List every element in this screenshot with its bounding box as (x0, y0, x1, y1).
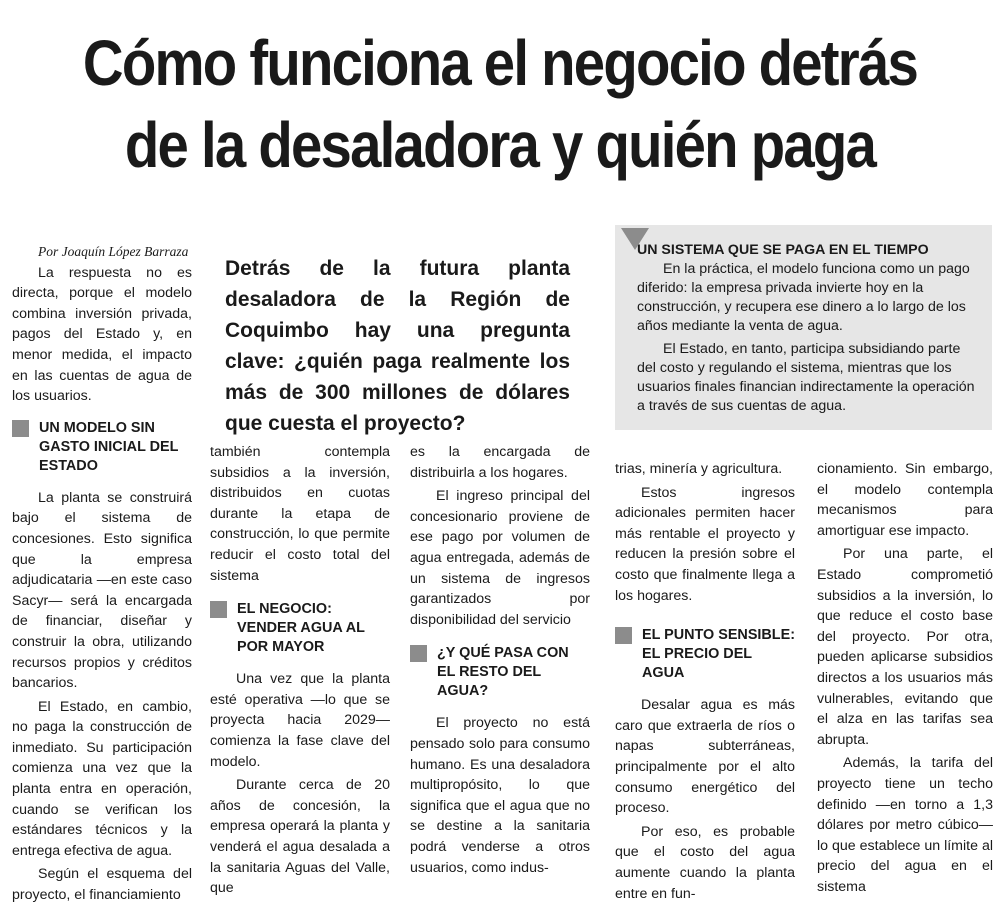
paragraph: Por eso, es probable que el costo del agua aumente cuando la planta entre en fun- (615, 823, 795, 902)
paragraph: El proyecto no está pensado solo para consumo humano. Es una desaladora multipropósito, lo que significa que el agua que no se destine a la sanitaria podrá venderse a otros usuarios, como indus- (410, 715, 590, 876)
paragraph: también contempla subsidios a la inversión, distribuidos en cuotas durante la etapa de construcción, lo que permite reducir el costo total del sistema (210, 444, 390, 584)
square-bullet-icon (210, 601, 227, 618)
paragraph: Desalar agua es más caro que extraerla de ríos o napas subterráneas, principalmente por el alto consumo energético del proceso. (615, 697, 795, 817)
column-5 (817, 459, 993, 897)
paragraph: Estos ingresos adicionales permiten hacer más rentable el proyecto y reducen la presión sobre el costo que finalmente llega a los hogares. (615, 484, 795, 604)
paragraph: es la encargada de distribuirla a los hogares. (410, 444, 590, 481)
paragraph: Además, la tarifa del proyecto tiene un techo definido —en torno a 1,3 dólares por metro cúbico— lo que establece un límite al precio del agua en el sistema (817, 755, 993, 895)
subheading-text: UN MODELO SIN GASTO INICIAL DEL ESTADO (39, 419, 179, 474)
subheading-punto-sensible (615, 626, 795, 683)
paragraph: La respuesta no es directa, porque el modelo combina inversión privada, pagos del Estado y, en menor medida, el impacto en las cuentas de agua de los usuarios. (12, 264, 192, 405)
column-2 (210, 442, 390, 899)
headline (60, 22, 940, 186)
subheading-negocio (210, 600, 390, 657)
paragraph: El Estado, en cambio, no paga la construcción de inmediato. Su participación comienza una vez que la planta entra en operación, cuando se verifican los estándares técnicos y la entrega efectiva de agua. (12, 698, 192, 859)
paragraph: Durante cerca de 20 años de concesión, la empresa operará la planta y venderá el agua desalada a la sanitaria Aguas del Valle, que (210, 777, 390, 897)
square-bullet-icon (410, 645, 427, 662)
paragraph: Según el esquema del proyecto, el financiamiento (12, 866, 192, 904)
triangle-marker-icon (621, 228, 649, 250)
subheading-modelo (12, 419, 192, 476)
headline-line-1: Cómo funciona el negocio detrás (82, 27, 918, 99)
paragraph: trias, minería y agricultura. (615, 461, 783, 477)
paragraph: Una vez que la planta esté operativa —lo que se proyecta hacia 2029— comienza la fase clave del modelo. (210, 671, 390, 770)
subheading-text: EL PUNTO SENSIBLE: EL PRECIO DEL AGUA (642, 627, 795, 682)
sidebar-title: UN SISTEMA QUE SE PAGA EN EL TIEMPO (637, 242, 929, 258)
subheading-text: EL NEGOCIO: VENDER AGUA AL POR MAYOR (237, 601, 365, 656)
paragraph: El ingreso principal del concesionario proviene de ese pago por volumen de agua entregada, además de un sistema de ingresos garantizados por disponibilidad del servicio (410, 488, 590, 628)
lead-paragraph: Detrás de la futura planta desaladora de la Región de Coquimbo hay una pregunta clave: ¿quién paga realmente los más de 300 millones de dólares que cuesta el proyecto? (225, 257, 570, 435)
paragraph: La planta se construirá bajo el sistema de concesiones. Esto significa que la empresa adjudicataria —en este caso Sacyr— será la encargada de financiar, diseñar y construir la obra, utilizando recursos propios y créditos bancarios. (12, 489, 192, 692)
column-4 (615, 459, 795, 904)
byline: Por Joaquín López Barraza (38, 244, 189, 259)
column-1 (12, 242, 192, 906)
paragraph: cionamiento. Sin embargo, el modelo contempla mecanismos para amortiguar ese impacto. (817, 461, 993, 539)
subheading-text: ¿Y QUÉ PASA CON EL RESTO DEL AGUA? (437, 645, 569, 700)
headline-line-2: de la desaladora y quién paga (124, 109, 876, 181)
sidebar-paragraph: El Estado, en tanto, participa subsidiando parte del costo y regulando el sistema, mientras que los usuarios finales financian indirectamente la operación a través de sus cuentas de agua. (637, 341, 975, 414)
subheading-resto-agua (410, 644, 590, 701)
square-bullet-icon (12, 420, 29, 437)
square-bullet-icon (615, 627, 632, 644)
sidebar-box (615, 225, 992, 430)
paragraph: Por una parte, el Estado comprometió subsidios a la inversión, lo que reduce el costo base del proyecto. Por otra, pueden aplicarse subsidios directos a los usuarios más vulnerables, evitando que el alza en las tarifas sea abrupta. (817, 546, 993, 748)
sidebar-paragraph: En la práctica, el modelo funciona como un pago diferido: la empresa privada invierte hoy en la construcción, y recupera ese dinero a lo largo de los años mediante la venta de agua. (637, 261, 970, 334)
column-3 (410, 442, 590, 878)
